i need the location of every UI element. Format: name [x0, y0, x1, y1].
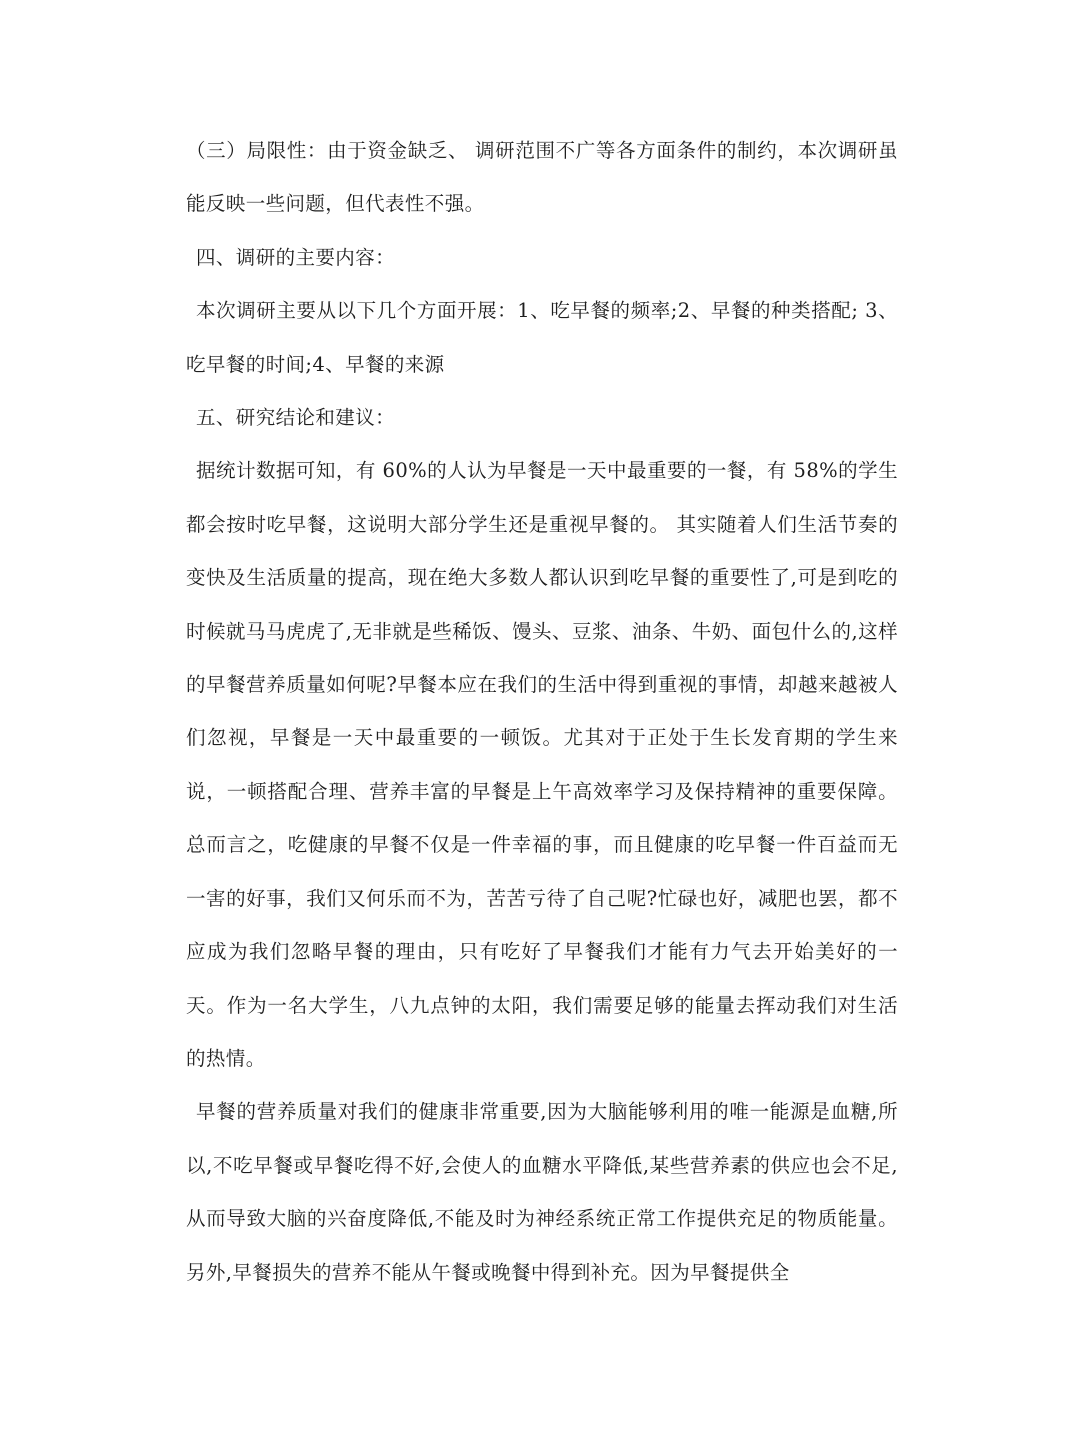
paragraph-statistics-conclusion: 据统计数据可知，有 60%的人认为早餐是一天中最重要的一餐，有 58%的学生都会按时吃早餐，这说明大部分学生还是重视早餐的。 其实随着人们生活节奏的变快及生活质量的提高，现在绝大多数人都认识到吃早餐的重要性了,可是到吃的时候就马马虎虎了,无非就是些稀饭、馒头、豆浆、油条、牛奶、面包什么的,这样的早餐营养质量如何呢?早餐本应在我们的生活中得到重视的事情，却越来越被人们忽视，早餐是一天中最重要的一顿饭。尤其对于正处于生长发育期的学生来说，一顿搭配合理、营养丰富的早餐是上午高效率学习及保持精神的重要保障。总而言之，吃健康的早餐不仅是一件幸福的事，而且健康的吃早餐一件百益而无一害的好事，我们又何乐而不为，苦苦亏待了自己呢?忙碌也好，减肥也罢，都不应成为我们忽略早餐的理由，只有吃好了早餐我们才能有力气去开始美好的一天。作为一名大学生，八九点钟的太阳，我们需要足够的能量去挥动我们对生活的热情。 [186, 459, 898, 1070]
paragraph-limitations: （三）局限性：由于资金缺乏、 调研范围不广等各方面条件的制约，本次调研虽能反映一些问题，但代表性不强。 [186, 139, 898, 216]
heading-conclusions: 五、研究结论和建议： [196, 406, 396, 430]
document-body [186, 124, 898, 1299]
paragraph-nutrition-quality: 早餐的营养质量对我们的健康非常重要,因为大脑能够利用的唯一能源是血糖,所以,不吃早餐或早餐吃得不好,会使人的血糖水平降低,某些营养素的供应也会不足,从而导致大脑的兴奋度降低,不能及时为神经系统正常工作提供充足的物质能量。另外,早餐损失的营养不能从午餐或晚餐中得到补充。因为早餐提供全 [186, 1100, 898, 1284]
heading-main-content: 四、调研的主要内容： [196, 245, 396, 269]
paragraph-survey-aspects: 本次调研主要从以下几个方面开展：1、吃早餐的频率;2、早餐的种类搭配; 3、吃早餐的时间;4、早餐的来源 [186, 299, 898, 376]
